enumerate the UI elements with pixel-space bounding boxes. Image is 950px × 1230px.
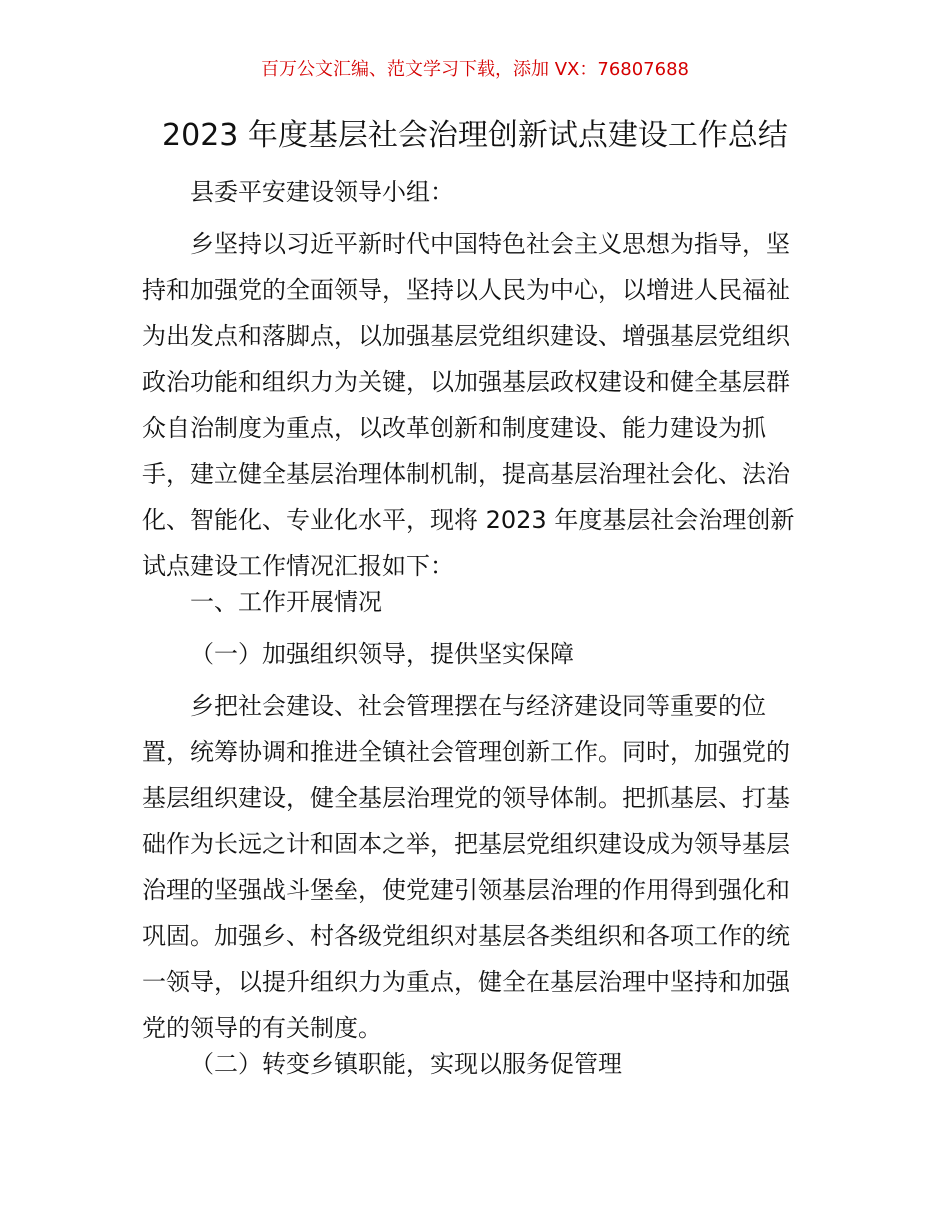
paragraph-line: 一领导，以提升组织力为重点，健全在基层治理中坚持和加强 xyxy=(142,968,790,996)
paragraph-line: 乡把社会建设、社会管理摆在与经济建设同等重要的位 xyxy=(190,692,766,720)
paragraph-line: 乡坚持以习近平新时代中国特色社会主义思想为指导，坚 xyxy=(190,230,790,258)
paragraph-line: 治理的坚强战斗堡垒，使党建引领基层治理的作用得到强化和 xyxy=(142,876,790,904)
paragraph-line: 党的领导的有关制度。 xyxy=(142,1014,382,1042)
paragraph-line: 试点建设工作情况汇报如下： xyxy=(142,552,454,580)
paragraph-line: 基层组织建设，健全基层治理党的领导体制。把抓基层、打基 xyxy=(142,784,790,812)
paragraph-line: 置，统筹协调和推进全镇社会管理创新工作。同时，加强党的 xyxy=(142,738,790,766)
paragraph-line: 政治功能和组织力为关键，以加强基层政权建设和健全基层群 xyxy=(142,368,790,396)
subsection-heading-2: （二）转变乡镇职能，实现以服务促管理 xyxy=(190,1050,622,1078)
paragraph-line: 持和加强党的全面领导，坚持以人民为中心，以增进人民福祉 xyxy=(142,276,790,304)
salutation: 县委平安建设领导小组： xyxy=(190,178,454,206)
paragraph-line: 础作为长远之计和固本之举，把基层党组织建设成为领导基层 xyxy=(142,830,790,858)
paragraph-line: 巩固。加强乡、村各级党组织对基层各类组织和各项工作的统 xyxy=(142,922,790,950)
subsection-heading-1: （一）加强组织领导，提供坚实保障 xyxy=(190,640,574,668)
paragraph-line: 众自治制度为重点，以改革创新和制度建设、能力建设为抓 xyxy=(142,414,766,442)
paragraph-line: 手，建立健全基层治理体制机制，提高基层治理社会化、法治 xyxy=(142,460,790,488)
paragraph-line: 化、智能化、专业化水平，现将 2023 年度基层社会治理创新 xyxy=(142,506,795,534)
document-title: 2023 年度基层社会治理创新试点建设工作总结 xyxy=(162,118,788,153)
paragraph-line: 为出发点和落脚点，以加强基层党组织建设、增强基层党组织 xyxy=(142,322,790,350)
section-heading-1: 一、工作开展情况 xyxy=(190,588,382,616)
header-watermark-note: 百万公文汇编、范文学习下载，添加 VX：76807688 xyxy=(261,59,689,80)
